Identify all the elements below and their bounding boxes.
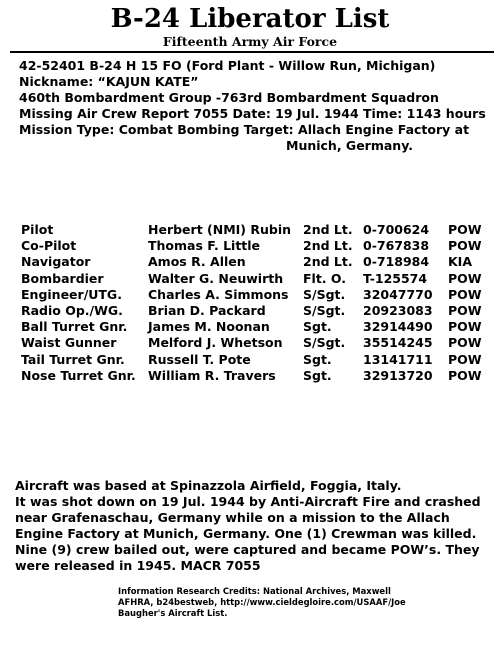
crew-rank: 2nd Lt. xyxy=(303,254,353,270)
research-credits: Information Research Credits: National Archives, Maxwell AFHRA, b24bestweb, http://www.cieldegloire.com/USAAF/Joe Baugher's Aircraft List. xyxy=(118,586,406,618)
crew-status: POW xyxy=(448,270,482,286)
crew-status: POW xyxy=(448,319,482,335)
aircraft-serial: 42-52401 B-24 H 15 FO (Ford Plant - Willow Run, Michigan) xyxy=(19,58,436,73)
crew-rank: Sgt. xyxy=(303,351,332,367)
crew-rank: Sgt. xyxy=(303,367,332,383)
crew-name: James M. Noonan xyxy=(148,319,270,335)
crew-serial: T-125574 xyxy=(363,270,428,286)
crew-status: POW xyxy=(448,351,482,367)
crew-row xyxy=(21,303,491,319)
crew-status: POW xyxy=(448,302,482,318)
crew-name: Thomas F. Little xyxy=(148,238,261,254)
crew-status: KIA xyxy=(448,254,473,270)
crew-status: POW xyxy=(448,286,482,302)
crew-position: Ball Turret Gnr. xyxy=(21,319,128,335)
crew-position: Bombardier xyxy=(21,270,104,286)
crew-rank: S/Sgt. xyxy=(303,286,346,302)
crew-serial: 20923083 xyxy=(363,302,433,318)
aircraft-unit: 460th Bombardment Group -763rd Bombardment Squadron xyxy=(19,90,439,105)
mission-details-continued: Munich, Germany. xyxy=(286,138,413,153)
crew-serial: 32913720 xyxy=(363,367,433,383)
crew-row xyxy=(21,222,491,238)
crew-position: Engineer/UTG. xyxy=(21,286,122,302)
crew-status: POW xyxy=(448,222,482,237)
crew-list xyxy=(21,222,491,384)
crew-name: Brian D. Packard xyxy=(148,302,266,318)
crew-position: Radio Op./WG. xyxy=(21,302,123,318)
crew-rank: 2nd Lt. xyxy=(303,238,353,254)
page-title: B-24 Liberator List xyxy=(110,4,390,34)
crew-row xyxy=(21,271,491,287)
crew-serial: 32914490 xyxy=(363,319,433,335)
crew-position: Navigator xyxy=(21,254,91,270)
title-divider xyxy=(10,51,494,53)
crew-serial: 32047770 xyxy=(363,286,433,302)
aircraft-nickname: Nickname: “KAJUN KATE” xyxy=(19,74,199,89)
crew-row xyxy=(21,287,491,303)
crew-position: Pilot xyxy=(21,222,54,237)
crew-status: POW xyxy=(448,335,482,351)
crew-name: Melford J. Whetson xyxy=(148,335,283,351)
crew-row xyxy=(21,352,491,368)
crew-status: POW xyxy=(448,238,482,254)
crew-rank: S/Sgt. xyxy=(303,302,346,318)
crew-rank: Sgt. xyxy=(303,319,332,335)
aircraft-info xyxy=(19,58,489,154)
page-subtitle: Fifteenth Army Air Force xyxy=(162,34,338,49)
crew-row xyxy=(21,238,491,254)
crew-name: William R. Travers xyxy=(148,367,276,383)
crew-status: POW xyxy=(448,367,482,383)
crew-position: Waist Gunner xyxy=(21,335,117,351)
crew-serial: 0-718984 xyxy=(363,254,430,270)
narrative-body: It was shot down on 19 Jul. 1944 by Anti-Aircraft Fire and crashed near Grafenaschau, Germany while on a mission to the Allach Engine Factory at Munich, Germany. One (1) Crewman was killed. Nine (9) crew bailed out, were captured and became POW’s. They were released in 1945. MACR 7055 xyxy=(15,494,481,573)
narrative xyxy=(15,478,493,574)
crew-row xyxy=(21,254,491,270)
crew-rank: Flt. O. xyxy=(303,270,346,286)
crew-serial: 13141711 xyxy=(363,351,433,367)
mission-details: Mission Type: Combat Bombing Target: Allach Engine Factory at xyxy=(19,122,470,137)
crew-position: Tail Turret Gnr. xyxy=(21,351,125,367)
crew-serial: 35514245 xyxy=(363,335,433,351)
narrative-based: Aircraft was based at Spinazzola Airfield, Foggia, Italy. xyxy=(15,478,402,493)
crew-rank: 2nd Lt. xyxy=(303,222,353,237)
crew-serial: 0-700624 xyxy=(363,222,430,237)
crew-row xyxy=(21,368,491,384)
crew-serial: 0-767838 xyxy=(363,238,430,254)
crew-name: Walter G. Neuwirth xyxy=(148,270,284,286)
crew-name: Russell T. Pote xyxy=(148,351,251,367)
crew-rank: S/Sgt. xyxy=(303,335,346,351)
macr-details: Missing Air Crew Report 7055 Date: 19 Jul. 1944 Time: 1143 hours xyxy=(19,106,486,121)
crew-name: Charles A. Simmons xyxy=(148,286,289,302)
crew-name: Herbert (NMI) Rubin xyxy=(148,222,292,237)
crew-row xyxy=(21,335,491,351)
crew-row xyxy=(21,319,491,335)
crew-position: Co-Pilot xyxy=(21,238,77,254)
crew-name: Amos R. Allen xyxy=(148,254,246,270)
crew-position: Nose Turret Gnr. xyxy=(21,367,136,383)
